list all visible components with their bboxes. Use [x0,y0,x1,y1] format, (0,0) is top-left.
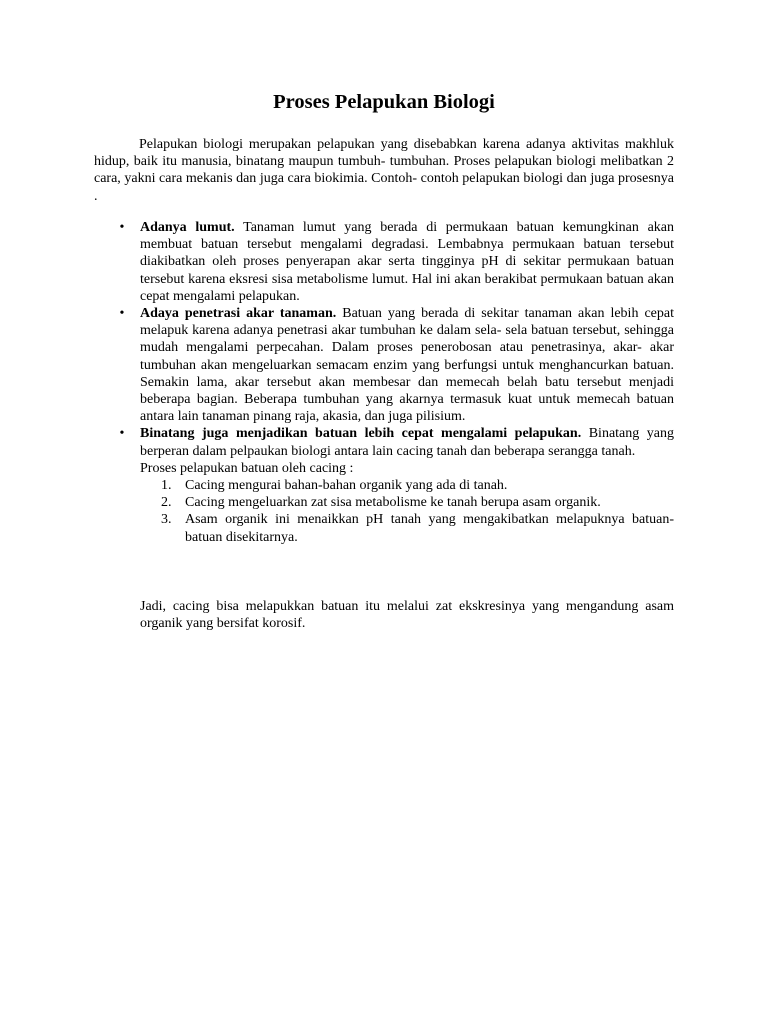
bullet-text: Batuan yang berada di sekitar tanaman akan lebih cepat melapuk karena adanya penetrasi akar tumbuhan ke dalam sela- sela batuan tersebut, sehingga mudah mengalami perpecahan. Dalam proses penerobosan atau penetrasinya, akar- akar tumbuhan akan mengeluarkan semacam enzim yang berfungsi untuk menghancurkan batuan. Semakin lama, akar tersebut akan membesar dan memecah belah batu tersebut menjadi beberapa bagian. Beberapa tumbuhan yang akarnya termasuk kuat untuk memecah batuan antara lain tanaman pinang raja, akasia, dan juga pilisium. [140,306,674,425]
step-number: 3. [161,512,172,528]
process-subheading: Proses pelapukan batuan oleh cacing : [140,460,354,476]
step-text: Cacing mengeluarkan zat sisa metabolisme ke tanah berupa asam organik. [185,495,601,511]
bullet-list [119,219,675,546]
bullet-item-binatang [119,425,674,545]
step-text: Cacing mengurai bahan-bahan organik yang ada di tanah. [185,478,508,494]
bullet-term: Binatang juga menjadikan batuan lebih cepat mengalami pelapukan. [140,426,582,442]
step-number: 1. [161,478,172,494]
process-steps-list [140,477,674,546]
process-step [140,477,674,494]
process-step [140,494,674,511]
bullet-dot-icon: • [119,306,125,322]
conclusion-paragraph: Jadi, cacing bisa melapukkan batuan itu melalui zat ekskresinya yang mengandung asam organik yang bersifat korosif. [140,599,674,632]
bullet-term: Adaya penetrasi akar tanaman. [140,306,337,322]
process-step [140,511,674,545]
bullet-dot-icon: • [119,220,125,235]
bullet-item-lumut [119,219,675,305]
intro-paragraph: Pelapukan biologi merupakan pelapukan yang disebabkan karena adanya aktivitas makhluk hidup, baik itu manusia, binatang maupun tumbuh- tumbuhan. Proses pelapukan biologi melibatkan 2 cara, yakni cara mekanis dan juga cara biokimia. Contoh- contoh pelapukan biologi dan juga prosesnya . [94,137,674,204]
document-title: Proses Pelapukan Biologi [273,91,495,113]
bullet-text: Tanaman lumut yang berada di permukaan batuan kemungkinan akan membuat batuan tersebut mengalami degradasi. Lembabnya permukaan batuan tersebut diakibatkan oleh proses penyerapan akar serta tingginya pH di sekitar permukaan batuan tersebut karena eksresi sisa metabolisme lumut. Hal ini akan berakibat permukaan batuan akan cepat mengalami pelapukan. [140,220,675,304]
bullet-text: Binatang yang berperan dalam pelpaukan biologi antara lain cacing tanah dan beberapa serangga tanah. [140,426,674,459]
step-text: Asam organik ini menaikkan pH tanah yang mengakibatkan melapuknya batuan-batuan disekitarnya. [185,512,674,545]
step-number: 2. [161,495,172,511]
bullet-item-akar [119,305,674,425]
bullet-term: Adanya lumut. [140,220,235,235]
bullet-dot-icon: • [119,426,125,442]
